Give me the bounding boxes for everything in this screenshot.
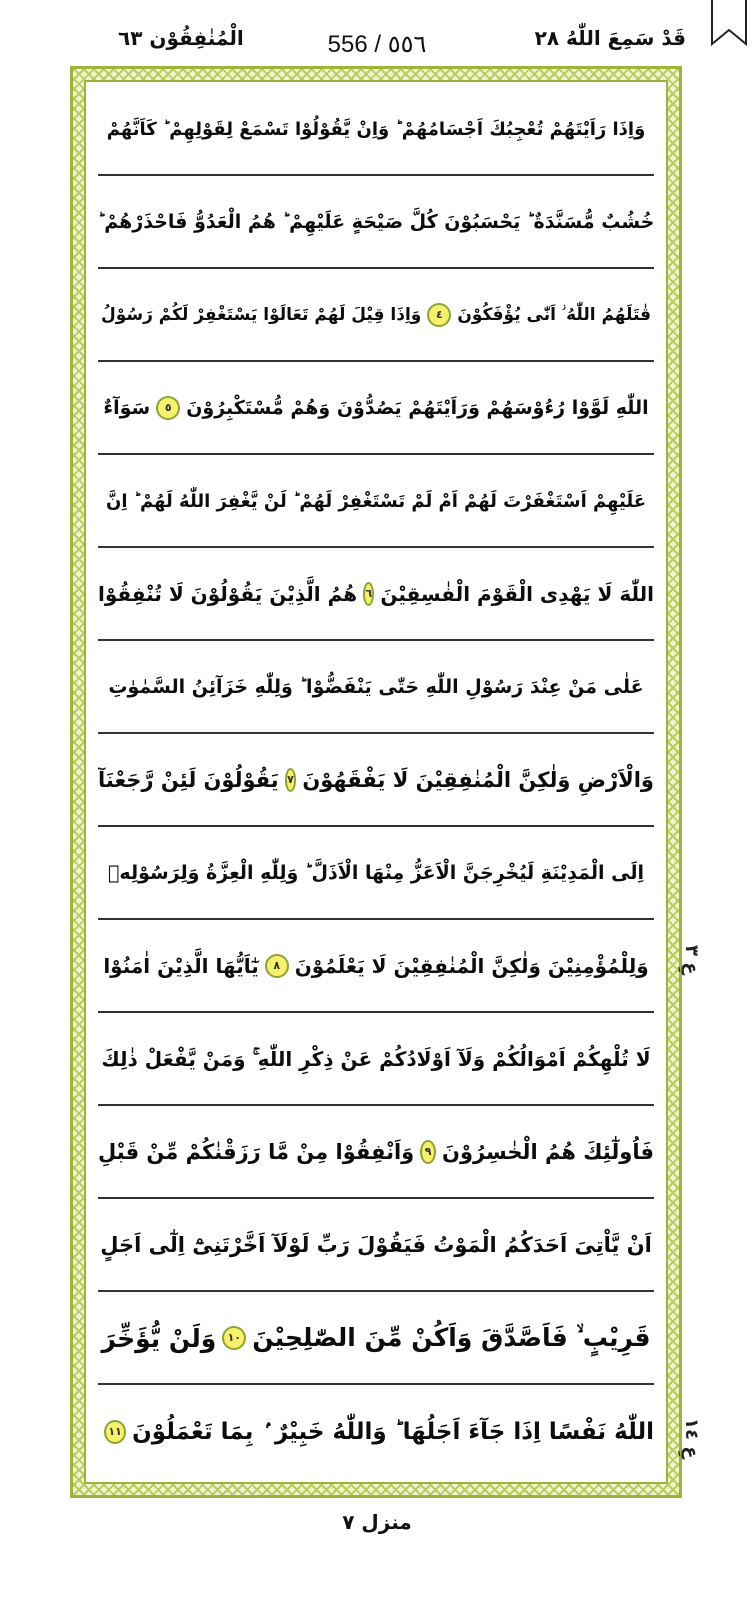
- text-area: [84, 80, 668, 1484]
- verse-line: [98, 1386, 654, 1478]
- verse-line: [98, 642, 654, 734]
- verse-text: وَاَنْفِقُوْا مِنْ مَّا رَزَقْنٰكُمْ مِّنْ قَبْلِ: [98, 1140, 415, 1164]
- verse-text: اللّٰهِ لَوَّوْا رُءُوْسَهُمْ وَرَاَيْتَهُمْ يَصُدُّوْنَ وَهُمْ مُّسْتَكْبِرُوْنَ: [186, 397, 649, 419]
- verse-line: [98, 549, 654, 641]
- verse-text: قَرِيْبٍ ۙ فَاَصَّدَّقَ وَاَكُنْ مِّنَ الصّٰلِحِيْنَ: [252, 1323, 651, 1352]
- bookmark-icon[interactable]: [704, 0, 754, 48]
- verse-text: عَلٰى مَنْ عِنْدَ رَسُوْلِ اللّٰهِ حَتّٰى يَنْفَضُّوْا ؕ وَلِلّٰهِ خَزَآئِنُ السَّمٰوٰتِ: [108, 676, 644, 698]
- page-number: 556 / ٥٥٦: [327, 31, 427, 58]
- juz-name: قَدْ سَمِعَ اللّٰهُ ٢٨: [534, 26, 686, 50]
- ruku-mark: عِ ١٤: [681, 1417, 702, 1459]
- verse-text: قٰتَلَهُمُ اللّٰهُ ؗ اَنّٰى يُؤْفَكُوْنَ: [457, 305, 652, 325]
- verse-text: وَلَنْ يُّؤَخِّرَ: [101, 1323, 217, 1353]
- ayah-number-marker: ٧: [285, 768, 297, 792]
- verse-line: [98, 177, 654, 269]
- ayah-number-marker: ٤: [427, 303, 451, 327]
- ayah-number-marker: ٩: [420, 1140, 436, 1164]
- page-header: [0, 0, 754, 64]
- verse-line: [98, 1107, 654, 1199]
- surah-name: الْمُنٰفِقُوْن ٦٣: [118, 26, 244, 50]
- verse-line: [98, 735, 654, 827]
- verse-text: خُشُبٌ مُّسَنَّدَةٌ ؕ يَحْسَبُوْنَ كُلَّ صَيْحَةٍ عَلَيْهِمْ ؕ هُمُ الْعَدُوُّ فَاحْذَرْهُمْ ؕ: [98, 211, 654, 233]
- verse-text: وَالْاَرْضِ وَلٰكِنَّ الْمُنٰفِقِيْنَ لَا يَفْقَهُوْنَ: [302, 768, 654, 792]
- verse-line: [98, 456, 654, 548]
- verse-text: لَا تُلْهِكُمْ اَمْوَالُكُمْ وَلَآ اَوْلَادُكُمْ عَنْ ذِكْرِ اللّٰهِ ۚ وَمَنْ يَّفْعَلْ ذٰلِكَ: [101, 1047, 651, 1071]
- page-frame: [70, 66, 682, 1498]
- verse-text: يٰٓاَيُّهَا الَّذِيْنَ اٰمَنُوْا: [103, 954, 259, 978]
- verse-line: [98, 84, 654, 176]
- verse-text: عَلَيْهِمْ اَسْتَغْفَرْتَ لَهُمْ اَمْ لَمْ تَسْتَغْفِرْ لَهُمْ ؕ لَنْ يَّغْفِرَ اللّٰهُ لَهُمْ ؕ اِنَّ: [105, 490, 647, 512]
- ruku-mark: عِ ٣: [681, 945, 702, 975]
- ayah-number-marker: ٨: [265, 954, 289, 978]
- verse-text: وَلِلْمُؤْمِنِيْنَ وَلٰكِنَّ الْمُنٰفِقِيْنَ لَا يَعْلَمُوْنَ: [294, 954, 649, 978]
- ayah-number-marker: ٦: [363, 582, 374, 606]
- verse-text: اَنْ يَّاْتِىَ اَحَدَكُمُ الْمَوْتُ فَيَقُوْلَ رَبِّ لَوْلَآ اَخَّرْتَنِىْٓ اِلٰٓى اَجَلٍ: [100, 1233, 652, 1257]
- ayah-number-marker: ١١: [104, 1420, 126, 1444]
- verse-line: [98, 1014, 654, 1106]
- verse-line: [98, 363, 654, 455]
- verse-text: اللّٰهَ لَا يَهْدِى الْقَوْمَ الْفٰسِقِيْنَ: [380, 582, 654, 606]
- verse-text: اللّٰهُ نَفْسًا اِذَا جَآءَ اَجَلُهَا ؕ وَاللّٰهُ خَبِيْرٌ ۢ بِمَا تَعْمَلُوْنَ: [132, 1419, 654, 1445]
- verse-text: وَاِذَا قِيْلَ لَهُمْ تَعَالَوْا يَسْتَغْفِرْ لَكُمْ رَسُوْلُ: [100, 305, 422, 325]
- ayah-number-marker: ١٠: [222, 1326, 246, 1350]
- manzil-label: منزل ٧: [342, 1510, 412, 1534]
- verse-text: فَاُولٰٓئِكَ هُمُ الْخٰسِرُوْنَ: [442, 1140, 654, 1164]
- verse-line: [98, 1200, 654, 1292]
- verse-line: [98, 1293, 654, 1385]
- verse-text: يَقُوْلُوْنَ لَئِنْ رَّجَعْنَآ: [98, 768, 279, 792]
- verse-text: سَوَآءٌ: [103, 397, 151, 419]
- verse-line: [98, 828, 654, 920]
- verse-line: [98, 921, 654, 1013]
- verse-line: [98, 270, 654, 362]
- ayah-number-marker: ٥: [156, 396, 180, 420]
- verse-text: اِلَى الْمَدِيْنَةِ لَيُخْرِجَنَّ الْاَعَزُّ مِنْهَا الْاَذَلَّ ؕ وَلِلّٰهِ الْعِزَّةُ وَلِرَسُوْلِهٖ: [108, 862, 644, 884]
- verse-text: هُمُ الَّذِيْنَ يَقُوْلُوْنَ لَا تُنْفِقُوْا: [98, 582, 358, 606]
- verse-text: وَاِذَا رَاَيْتَهُمْ تُعْجِبُكَ اَجْسَامُهُمْ ؕ وَاِنْ يَّقُوْلُوْا تَسْمَعْ لِقَوْلِهِمْ ؕ كَاَنَّهُمْ: [106, 118, 646, 140]
